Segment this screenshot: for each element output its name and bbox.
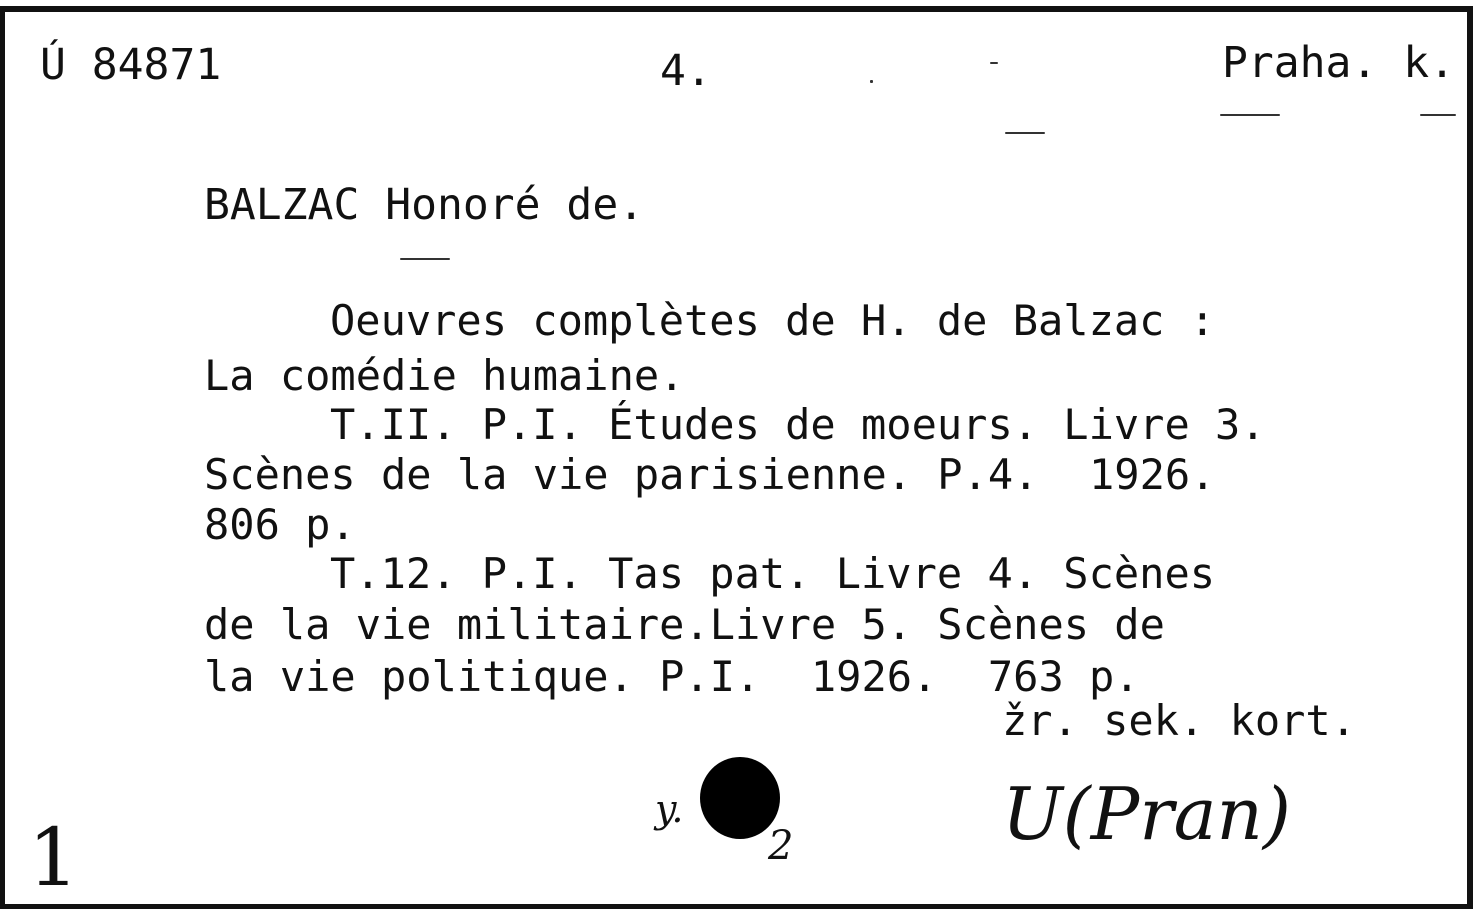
volume-line: de la vie militaire.Livre 5. Scènes de [204,600,1165,649]
binding-note-text: žr. sek. kort. [1002,696,1357,745]
card-border-bottom [0,904,1473,909]
call-number: Ú 84871 [40,40,222,90]
volume-line-text: T.II. P.I. Études de moeurs. Livre 3. [330,400,1266,449]
location-label: Praha. k. [1222,38,1455,88]
card-border-top [0,6,1473,12]
pages-line: 806 p. [204,500,356,549]
handwritten-y-mark: y. [655,787,684,831]
subtitle-line: La comédie humaine. [204,351,685,400]
card-number: 4. [660,46,712,96]
handwritten-shelf-mark: U(Pran) [1002,772,1292,856]
speck [400,258,450,260]
card-border-left [0,6,5,909]
card-border-right [1467,6,1473,909]
volume-line: Scènes de la vie parisienne. P.4. 1926. [204,450,1216,499]
speck [990,62,998,64]
title-line [204,296,1216,345]
handwritten-number: 1 [28,811,79,904]
speck [1220,114,1280,116]
handwritten-subscript: 2 [768,823,794,869]
binding-note [204,696,1357,745]
title-line-text: Oeuvres complètes de H. de Balzac : [330,296,1216,345]
volume-line: la vie politique. P.I. 1926. 763 p. [204,652,1140,701]
speck [1005,132,1045,134]
volume-line-text: T.12. P.I. Tas pat. Livre 4. Scènes [330,549,1216,598]
speck [1420,114,1456,116]
author-heading: BALZAC Honoré de. [204,180,645,230]
volume-line [204,400,1266,449]
speck [870,80,873,83]
volume-line [204,549,1216,598]
